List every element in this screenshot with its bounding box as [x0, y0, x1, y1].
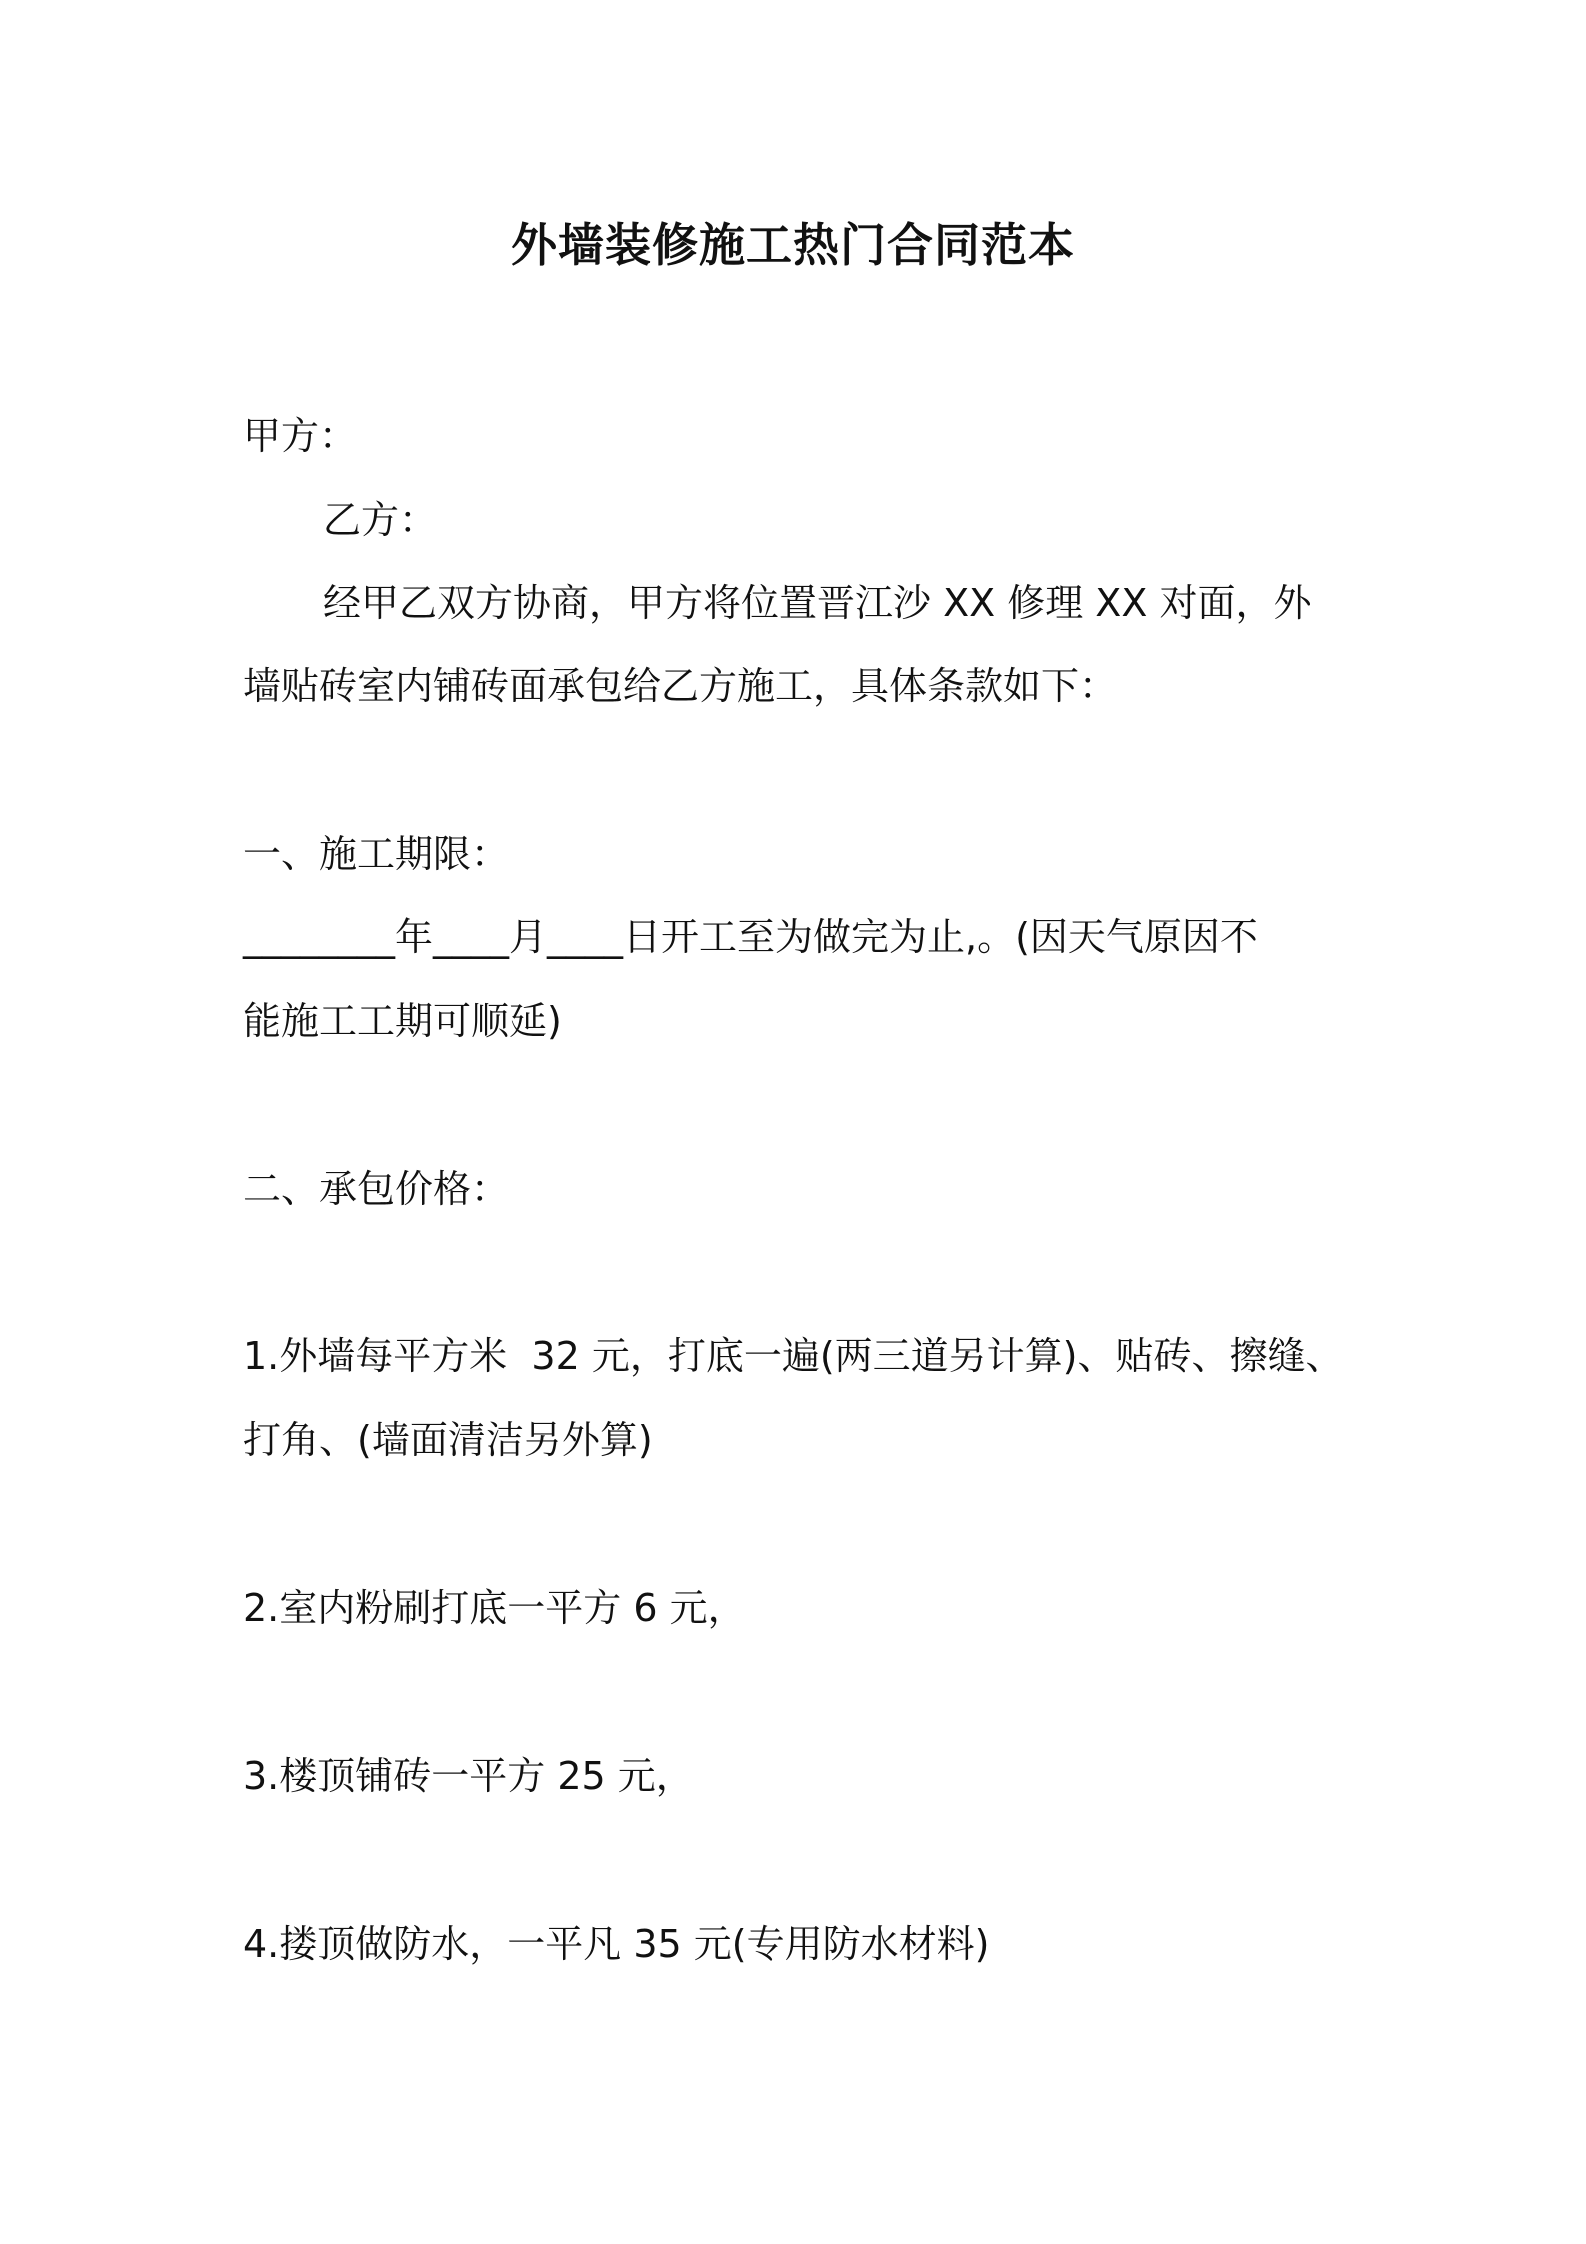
price-item-1-line-2: 打角、(墙面清洁另外算) — [243, 1418, 653, 1462]
section-1-heading: 一、施工期限： — [243, 832, 510, 876]
section-2-heading: 二、承包价格： — [243, 1167, 510, 1211]
price-item-2: 2.室内粉刷打底一平方 6 元， — [243, 1586, 746, 1630]
price-item-3: 3.楼顶铺砖一平方 25 元， — [243, 1754, 694, 1798]
intro-paragraph-line-2: 墙贴砖室内铺砖面承包给乙方施工，具体条款如下： — [243, 664, 1118, 708]
party-b-label: 乙方： — [323, 498, 438, 542]
document-title: 外墙装修施工热门合同范本 — [511, 218, 1075, 272]
section-1-text-line-1: ________年____月____日开工至为做完为止,。(因天气原因不 — [243, 915, 1258, 959]
price-item-4: 4.搂顶做防水，一平凡 35 元(专用防水材料) — [243, 1922, 990, 1966]
party-a-label: 甲方： — [243, 414, 358, 458]
price-item-1-line-1: 1.外墙每平方米 32 元，打底一遍(两三道另计算)、贴砖、擦缝、 — [243, 1334, 1344, 1378]
intro-paragraph-line-1: 经甲乙双方协商，甲方将位置晋江沙 XX 修理 XX 对面，外 — [323, 581, 1312, 625]
section-1-text-line-2: 能施工工期可顺延) — [243, 999, 562, 1043]
